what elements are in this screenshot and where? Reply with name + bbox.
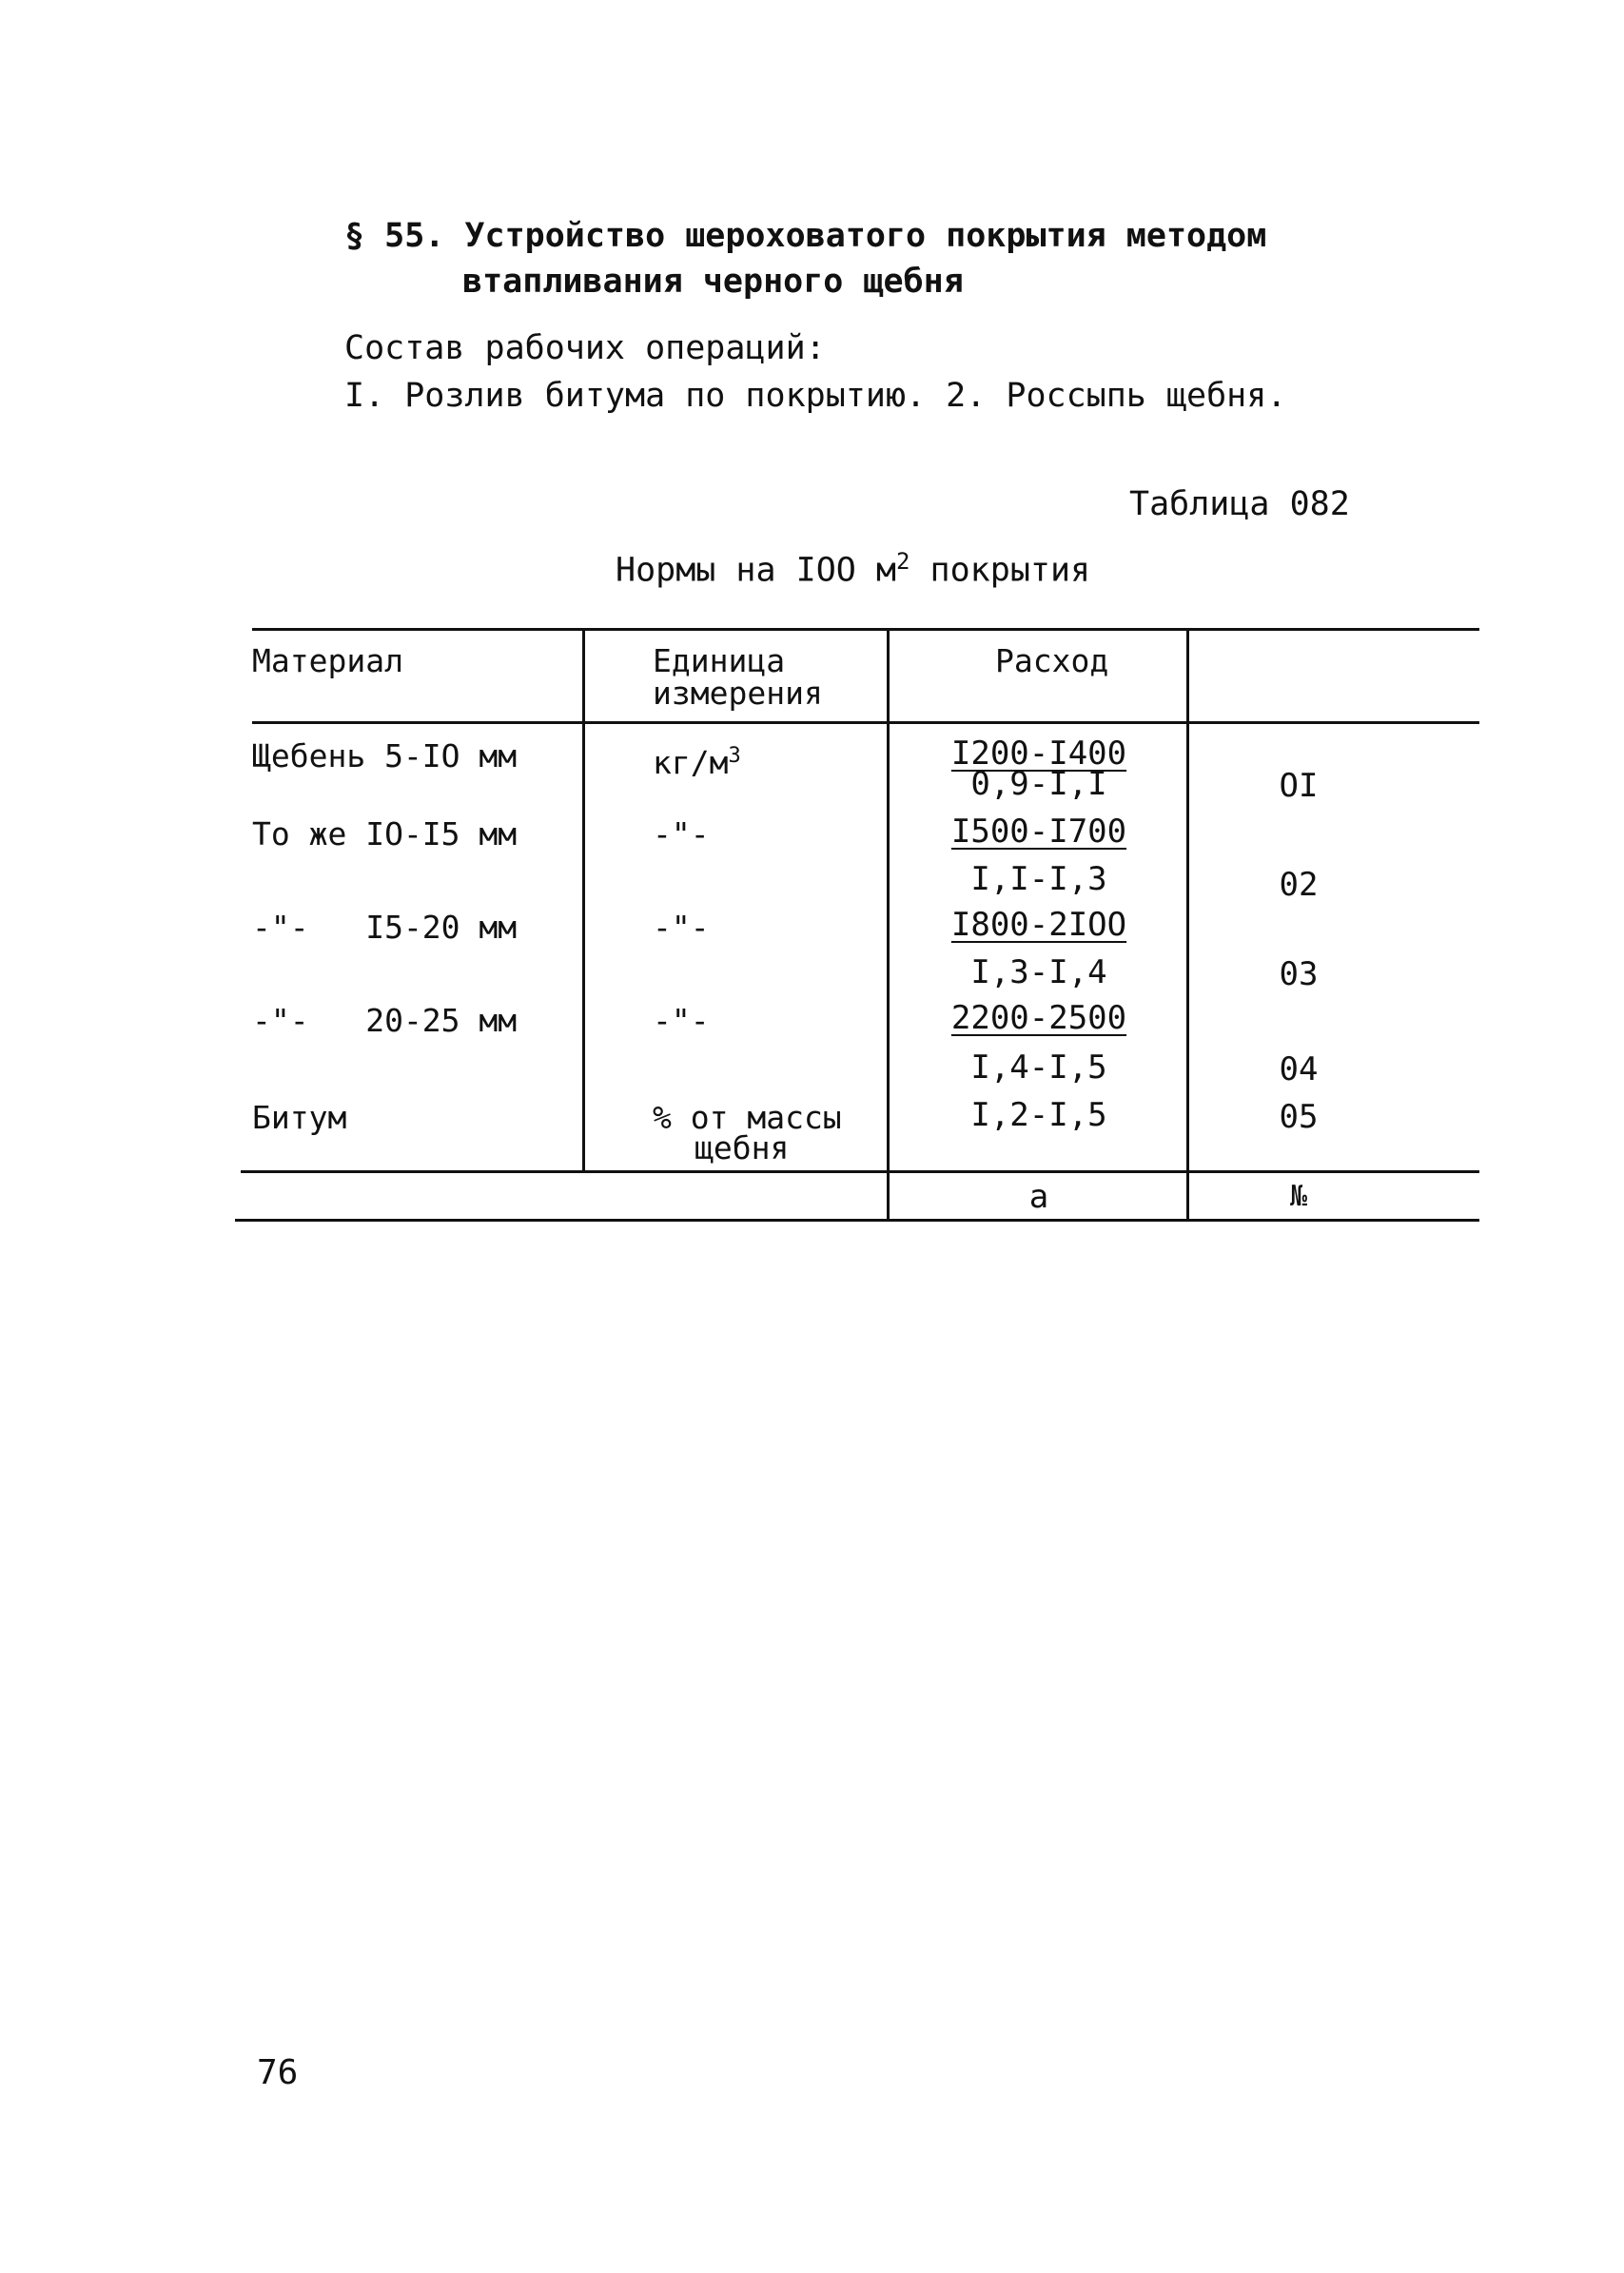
row-5-unit-line2: щебня <box>695 1129 790 1166</box>
row-1-material: Щебень 5-IO мм <box>252 737 518 774</box>
row-5-material: Битум <box>252 1099 347 1136</box>
row-3-rate-top: I800-2IOO <box>950 906 1127 944</box>
operations-label: Состав рабочих операций: <box>344 329 826 367</box>
table-caption-suffix: покрытия <box>910 551 1091 590</box>
header-unit-line2: измерения <box>653 675 823 712</box>
row-2-rate-bottom: I,I-I,3 <box>970 860 1107 898</box>
row-5-code: 05 <box>1279 1098 1319 1136</box>
header-unit-line1: Единица <box>653 642 786 679</box>
operations-text: I. Розлив битума по покрытию. 2. Россыпь щебня. <box>344 377 1287 415</box>
table-col-divider-1 <box>582 628 585 1173</box>
table-label: Таблица 082 <box>1129 485 1350 523</box>
row-1-rate-top: I200-I400 <box>950 735 1127 773</box>
row-5-unit-line1: % от массы <box>653 1099 842 1136</box>
footer-column-a: а <box>1028 1178 1049 1216</box>
table-caption-prefix: Нормы на IOO м <box>616 551 897 590</box>
row-4-unit: -"- <box>653 1002 710 1039</box>
row-1-rate-bottom: 0,9-I,I <box>970 765 1107 803</box>
row-3-rate-bottom: I,3-I,4 <box>970 953 1107 991</box>
row-4-rate-bottom: I,4-I,5 <box>970 1048 1107 1087</box>
table-footer-rule <box>235 1219 1479 1222</box>
section-title-line2: втапливания черного щебня <box>462 263 964 301</box>
row-4-material: -"- 20-25 мм <box>252 1002 518 1039</box>
row-2-material: То же IO-I5 мм <box>252 815 518 852</box>
header-consumption: Расход <box>995 642 1109 679</box>
row-4-rate-top: 2200-2500 <box>950 999 1127 1037</box>
table-caption <box>616 548 1090 590</box>
row-1-unit-sup: 3 <box>728 744 741 768</box>
header-material: Материал <box>252 642 403 679</box>
table-caption-sup: 2 <box>896 548 910 575</box>
row-1-code: OI <box>1279 767 1319 805</box>
section-title-line1: § 55. Устройство шероховатого покрытия методом <box>344 217 1267 255</box>
footer-column-no: № <box>1289 1180 1308 1213</box>
table-header-rule <box>252 721 1479 724</box>
row-3-unit: -"- <box>653 909 710 946</box>
table-bottom-rule <box>241 1170 1479 1173</box>
table-top-rule <box>252 628 1479 631</box>
row-2-unit: -"- <box>653 815 710 852</box>
page-number: 76 <box>257 2053 299 2092</box>
row-4-code: 04 <box>1279 1050 1319 1088</box>
row-1-unit <box>653 740 741 779</box>
row-5-rate: I,2-I,5 <box>970 1096 1107 1134</box>
table-col-divider-3 <box>1186 628 1189 1222</box>
table-col-divider-2 <box>887 628 890 1222</box>
row-2-code: 02 <box>1279 866 1319 904</box>
row-3-code: 03 <box>1279 955 1319 993</box>
row-3-material: -"- I5-20 мм <box>252 909 518 946</box>
row-1-unit-text: кг/м <box>653 744 729 781</box>
row-2-rate-top: I500-I700 <box>950 813 1127 851</box>
